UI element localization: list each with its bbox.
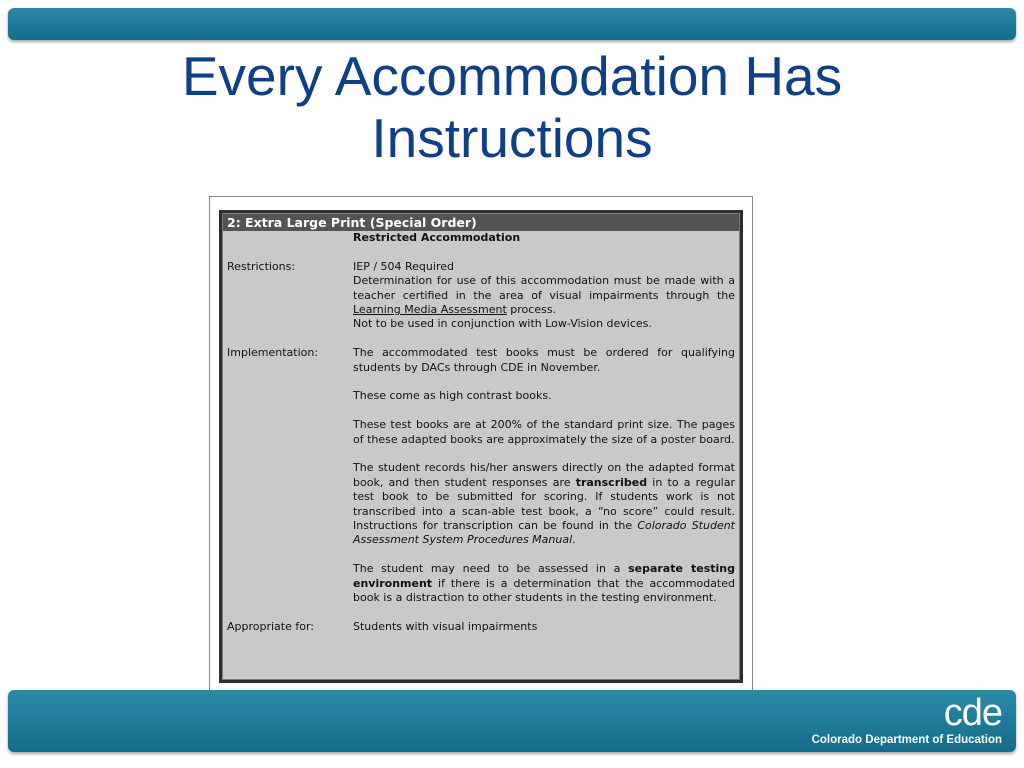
restricted-row <box>223 231 739 245</box>
footer-banner <box>8 690 1016 752</box>
implementation-content <box>353 346 735 605</box>
appropriate-label: Appropriate for: <box>227 619 315 633</box>
document-content <box>222 213 740 680</box>
implementation-label: Implementation: <box>227 346 319 360</box>
cde-logo <box>782 694 1002 748</box>
implementation-p1: The accommodated test books must be ordered for qualifying students by DACs through CDE in November. <box>353 346 735 374</box>
restrictions-label: Restrictions: <box>227 259 296 273</box>
document-panel <box>219 210 743 683</box>
top-banner <box>8 8 1016 40</box>
cde-logo-mark: cde <box>943 692 1002 734</box>
slide-title-line-1: Every Accommodation Has <box>181 45 843 107</box>
restricted-accommodation-label: Restricted Accommodation <box>353 231 521 244</box>
appropriate-row <box>223 620 739 634</box>
implementation-p5: The student may need to be assessed in a separate testing environment if there is a determination that the accommodated book is a distraction to other students in the testing environment. <box>353 562 735 605</box>
implementation-p4: The student records his/her answers directly on the adapted format book, and then student responses are transcribed in to a regular test book to be submitted for scoring. If students work is not transcribed into a scan-able test book, a “no score” could result. Instructions for transcription can be found in the Colorado Student Assessment System Procedures Manual. <box>353 461 735 547</box>
document-image <box>209 196 753 694</box>
slide-title <box>62 45 962 169</box>
implementation-p3: These test books are at 200% of the standard print size. The pages of these adapted books are approximately the size of a poster board. <box>353 418 735 446</box>
implementation-row <box>223 346 739 605</box>
slide-title-line-2: Instructions <box>371 107 653 169</box>
restriction-iep: IEP / 504 Required <box>353 259 454 273</box>
restriction-low-vision: Not to be used in conjunction with Low-Vision devices. <box>353 317 652 331</box>
restrictions-row <box>223 260 739 332</box>
learning-media-assessment-link[interactable]: Learning Media Assessment <box>353 303 507 317</box>
restrictions-content <box>353 260 735 332</box>
appropriate-value: Students with visual impairments <box>353 619 538 633</box>
restriction-determination: Determination for use of this accommodation must be made with a teacher certified in the area of visual impairments through the Learning Media Assessment process. <box>353 274 735 317</box>
implementation-p2: These come as high contrast books. <box>353 389 552 403</box>
cde-logo-name: Colorado Department of Education <box>811 734 1002 746</box>
document-header: 2: Extra Large Print (Special Order) <box>223 214 739 231</box>
